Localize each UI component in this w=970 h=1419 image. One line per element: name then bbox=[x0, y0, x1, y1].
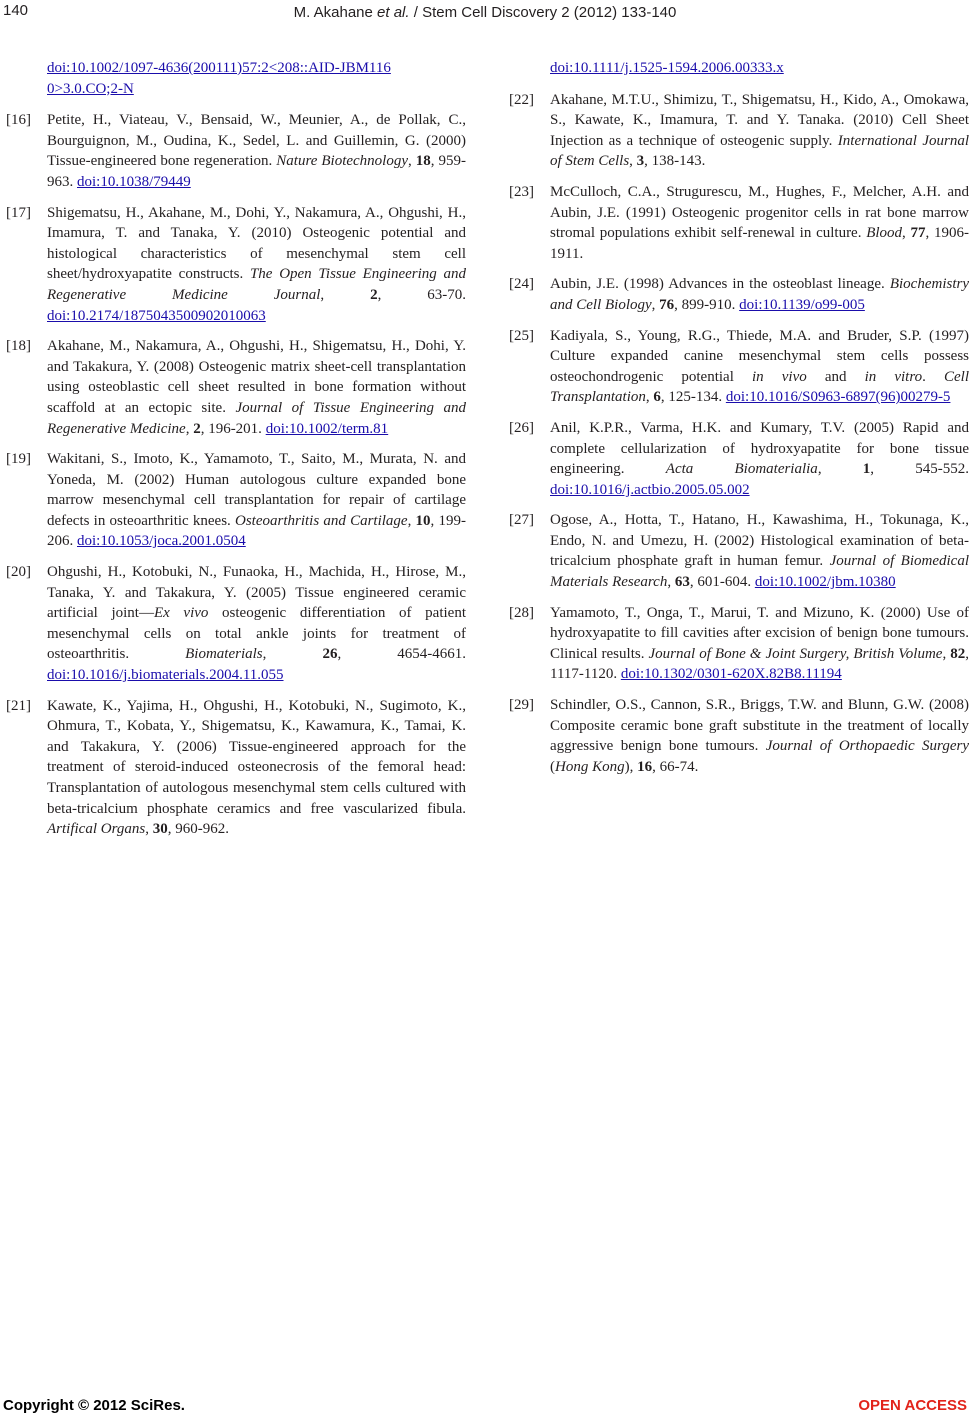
reference-entry bbox=[509, 182, 969, 264]
continuation-doi bbox=[6, 58, 466, 99]
page-range: , 138-143. bbox=[644, 153, 706, 170]
page-range: , 899-910. bbox=[674, 296, 740, 313]
continuation-doi bbox=[509, 58, 969, 79]
open-access-label: OPEN ACCESS bbox=[858, 1397, 967, 1414]
left-column bbox=[6, 58, 466, 850]
journal-name: International Journal of Stem Cells bbox=[550, 132, 969, 170]
reference-body bbox=[47, 449, 466, 552]
reference-italic: in vivo bbox=[751, 368, 807, 385]
journal-name: Artifical Organs bbox=[47, 821, 146, 838]
separator: , bbox=[145, 821, 153, 838]
doi-link[interactable]: doi:10.1302/0301-620X.82B8.11194 bbox=[620, 666, 842, 683]
volume-number: 63 bbox=[674, 574, 690, 591]
reference-number: [23] bbox=[509, 183, 534, 200]
reference-body bbox=[47, 203, 466, 327]
separator: , bbox=[629, 153, 637, 170]
doi-link[interactable]: doi:10.1002/term.81 bbox=[265, 420, 389, 437]
reference-text: Kawate, K., Yajima, H., Ohgushi, H., Kotobuki, N., Sugimoto, K., Ohmura, T., Kobata, Y., Shigematsu, K., Kawamura, K., Tamai, K. and Takakura, Y. (2006) Tissue-engineered approach for the treatment of steroid-induced osteonecrosis of the femoral head: Transplantation of autologous mesenchymal stem cells cultured with beta-tricalcium phosphate ceramics and free vascularized fibula. bbox=[47, 697, 466, 817]
reference-italic: in vitro bbox=[864, 368, 923, 385]
reference-text: Schindler, O.S., Cannon, S.R., Briggs, T.W. and Blunn, G.W. (2008) Composite ceramic bone graft substitute in the treatment of locally aggressive benign bone tumours. bbox=[550, 697, 969, 755]
volume-number: 30 bbox=[152, 821, 168, 838]
page-range: , 545-552. bbox=[870, 461, 969, 478]
page-range: , 63-70. bbox=[377, 286, 467, 303]
reference-number: [17] bbox=[6, 204, 31, 221]
doi-link[interactable]: doi:10.1002/1097-4636(200111)57:2<208::AID-JBM116 0>3.0.CO;2-N bbox=[47, 60, 391, 97]
reference-text: Shigematsu, H., Akahane, M., Dohi, Y., Nakamura, A., Ohgushi, H., Imamura, T. and Tanaka, Y. (2010) Osteogenic potential and histological characteristics of mesenchymal stem cell sheet/hydroxyapatite constructs. bbox=[47, 204, 466, 283]
reference-text: Yamamoto, T., Onga, T., Marui, T. and Mizuno, K. (2000) Use of hydroxyapatite to fill cavities after excision of benign bone tumours. Clinical results. bbox=[550, 604, 969, 662]
page-range: , 66-74. bbox=[652, 758, 699, 775]
reference-number: [18] bbox=[6, 338, 31, 355]
page-footer bbox=[0, 1397, 970, 1419]
reference-number: [20] bbox=[6, 564, 31, 581]
journal-name: The Open Tissue Engineering and Regenerative Medicine Journal bbox=[47, 266, 466, 303]
volume-number: 77 bbox=[910, 225, 926, 242]
running-head-authors: M. Akahane bbox=[293, 4, 378, 21]
separator: , bbox=[408, 153, 416, 170]
doi-link[interactable]: doi:10.2174/1875043500902010063 bbox=[47, 307, 266, 324]
page-range: , 601-604. bbox=[689, 574, 755, 591]
reference-entry bbox=[6, 562, 466, 686]
reference-number: [29] bbox=[509, 697, 534, 714]
journal-name: Hong Kong bbox=[555, 758, 625, 775]
running-head-etal: et al. bbox=[377, 4, 410, 21]
journal-name: Biomaterials bbox=[185, 646, 263, 663]
page-range: , 1906-1911. bbox=[550, 225, 970, 262]
reference-text: Akahane, M., Nakamura, A., Ohgushi, H., Shigematsu, H., Dohi, Y. and Takakura, Y. (2008) Osteogenic matrix sheet-cell transplantation using osteoblastic cell sheet resulted in bone formation without scaffold at an ectopic site. bbox=[47, 338, 466, 416]
journal-name: Biochemistry and Cell Biology bbox=[550, 276, 969, 313]
reference-entry bbox=[6, 203, 466, 327]
reference-text: . bbox=[922, 368, 944, 385]
volume-number: 18 bbox=[415, 153, 431, 170]
running-head bbox=[0, 4, 970, 21]
reference-number: [28] bbox=[509, 604, 534, 621]
reference-entry bbox=[509, 603, 969, 685]
doi-link[interactable]: doi:10.1111/j.1525-1594.2006.00333.x bbox=[550, 60, 784, 76]
separator: ), bbox=[624, 758, 638, 775]
separator: , bbox=[902, 225, 911, 242]
doi-link[interactable]: doi:10.1002/jbm.10380 bbox=[754, 574, 896, 591]
separator: , bbox=[185, 420, 194, 437]
reference-number: [22] bbox=[509, 91, 534, 108]
reference-body bbox=[550, 182, 969, 264]
volume-number: 26 bbox=[322, 646, 338, 663]
journal-name: Acta Biomaterialia bbox=[665, 461, 818, 478]
journal-name: Blood bbox=[866, 225, 903, 242]
volume-number: 6 bbox=[653, 389, 661, 406]
reference-entry bbox=[6, 336, 466, 439]
page-range: , 196-201. bbox=[200, 420, 266, 437]
volume-number: 3 bbox=[636, 153, 645, 170]
reference-number: [19] bbox=[6, 451, 31, 468]
reference-entry bbox=[6, 696, 466, 840]
reference-body bbox=[550, 274, 969, 315]
reference-text: osteogenic differentiation of patient mesenchymal cells on total ankle joints for treatment of osteoarthritis. bbox=[47, 605, 466, 663]
page-header bbox=[0, 2, 970, 24]
reference-entry bbox=[509, 510, 969, 592]
reference-entry bbox=[509, 90, 969, 172]
reference-body bbox=[550, 603, 969, 685]
page-range: , 125-134. bbox=[660, 389, 726, 406]
journal-name: Journal of Orthopaedic Surgery bbox=[765, 738, 969, 755]
doi-link[interactable]: doi:10.1053/joca.2001.0504 bbox=[77, 533, 246, 550]
reference-italic: Ex vivo bbox=[153, 605, 209, 622]
volume-number: 10 bbox=[415, 512, 431, 529]
reference-entry bbox=[509, 274, 969, 315]
page-number: 140 bbox=[3, 2, 29, 19]
reference-text: Petite, H., Viateau, V., Bensaid, W., Meunier, A., de Pollak, C., Bourguignon, M., Oudina, K., Sedel, L. and Guillemin, G. (2000) Tissue-engineered bone regeneration. bbox=[47, 112, 466, 170]
reference-body bbox=[47, 110, 466, 192]
reference-body bbox=[550, 510, 969, 592]
separator: , bbox=[942, 645, 951, 662]
page-range: , 4654-4661. bbox=[337, 646, 467, 663]
separator: , bbox=[667, 574, 675, 591]
page-range: , 199-206. bbox=[47, 512, 466, 550]
separator: , bbox=[262, 646, 323, 663]
volume-number: 2 bbox=[193, 420, 201, 437]
right-column bbox=[509, 58, 969, 787]
reference-text: McCulloch, C.A., Strugurescu, M., Hughes, F., Melcher, A.H. and Aubin, J.E. (1991) Osteogenic progenitor cells in rat bone marrow stromal populations exhibit self-renewal in culture. bbox=[550, 183, 969, 242]
reference-number: [16] bbox=[6, 112, 31, 129]
separator: , bbox=[407, 512, 416, 529]
doi-link[interactable]: doi:10.1038/79449 bbox=[77, 173, 191, 190]
doi-link[interactable]: doi:10.1016/S0963-6897(96)00279-5 bbox=[725, 389, 951, 406]
reference-body bbox=[47, 562, 466, 686]
separator: , bbox=[645, 389, 654, 406]
reference-entry bbox=[509, 418, 969, 500]
journal-name: Nature Biotechnology bbox=[276, 153, 409, 170]
copyright-notice: Copyright © 2012 SciRes. bbox=[3, 1397, 185, 1414]
journal-name: Cell Transplantation bbox=[550, 368, 969, 406]
reference-number: [26] bbox=[509, 419, 534, 436]
doi-link[interactable]: doi:10.1016/j.actbio.2005.05.002 bbox=[550, 481, 750, 498]
running-head-journal: / Stem Cell Discovery 2 (2012) 133-140 bbox=[409, 4, 677, 21]
reference-body bbox=[550, 418, 969, 500]
reference-body bbox=[550, 326, 969, 408]
journal-name: Journal of Tissue Engineering and Regenerative Medicine bbox=[47, 399, 466, 437]
reference-number: [27] bbox=[509, 512, 534, 529]
reference-entry bbox=[6, 449, 466, 552]
reference-number: [21] bbox=[6, 697, 31, 714]
reference-entry bbox=[6, 110, 466, 192]
reference-body bbox=[550, 90, 969, 172]
volume-number: 1 bbox=[862, 461, 871, 478]
reference-entry bbox=[509, 326, 969, 408]
reference-text: Ohgushi, H., Kotobuki, N., Funaoka, H., Machida, H., Hirose, M., Tanaka, Y. and Takakura, Y. (2005) Tissue engineered ceramic artificial joint— bbox=[47, 564, 466, 622]
volume-number: 76 bbox=[659, 296, 675, 313]
reference-body bbox=[47, 696, 466, 840]
journal-name: Journal of Biomedical Materials Research bbox=[550, 553, 969, 591]
page-range: , 959-963. bbox=[47, 153, 467, 190]
reference-number: [25] bbox=[509, 327, 534, 344]
volume-number: 2 bbox=[370, 286, 378, 303]
doi-link[interactable]: doi:10.1016/j.biomaterials.2004.11.055 bbox=[47, 667, 284, 684]
doi-link[interactable]: doi:10.1139/o99-005 bbox=[739, 296, 865, 313]
reference-text: Anil, K.P.R., Varma, H.K. and Kumary, T.V. (2005) Rapid and complete cellularization of hydroxyapatite for bone tissue engineering. bbox=[550, 419, 969, 478]
separator: ( bbox=[550, 758, 555, 775]
reference-number: [24] bbox=[509, 276, 534, 293]
volume-number: 16 bbox=[637, 758, 653, 775]
separator: , bbox=[817, 461, 863, 478]
journal-name: Osteoarthritis and Cartilage bbox=[235, 512, 408, 529]
volume-number: 82 bbox=[950, 645, 966, 662]
journal-name: Journal of Bone & Joint Surgery, British Volume bbox=[648, 645, 943, 662]
separator: , bbox=[320, 286, 371, 303]
reference-text: Wakitani, S., Imoto, K., Yamamoto, T., Saito, M., Murata, N. and Yoneda, M. (2002) Human autologous culture expanded bone marrow mesenchymal cell transplantation for repair of cartilage defects in osteoarthritic knees. bbox=[47, 451, 466, 529]
reference-text: Ogose, A., Hotta, T., Hatano, H., Kawashima, H., Tokunaga, K., Endo, N. and Umezu, H. (2002) Histological examination of beta-tricalcium phosphate graft in human femur. bbox=[550, 512, 969, 570]
reference-body bbox=[550, 695, 969, 777]
page-range: , 1117-1120. bbox=[550, 645, 970, 683]
reference-text: Akahane, M.T.U., Shimizu, T., Shigematsu, H., Kido, A., Omokawa, S., Kawate, K., Imamura, T. and Y. Tanaka. (2010) Cell Sheet Injection as a technique of osteogenic supply. bbox=[550, 91, 969, 149]
reference-text: and bbox=[806, 368, 865, 385]
reference-body bbox=[47, 336, 466, 439]
page-range: , 960-962. bbox=[167, 821, 229, 838]
separator: , bbox=[651, 296, 660, 313]
reference-entry bbox=[509, 695, 969, 777]
reference-text: Aubin, J.E. (1998) Advances in the osteoblast lineage. bbox=[550, 276, 890, 293]
reference-text: Kadiyala, S., Young, R.G., Thiede, M.A. and Bruder, S.P. (1997) Culture expanded canine mesenchymal stem cells possess osteochondrogenic potential bbox=[550, 327, 969, 385]
